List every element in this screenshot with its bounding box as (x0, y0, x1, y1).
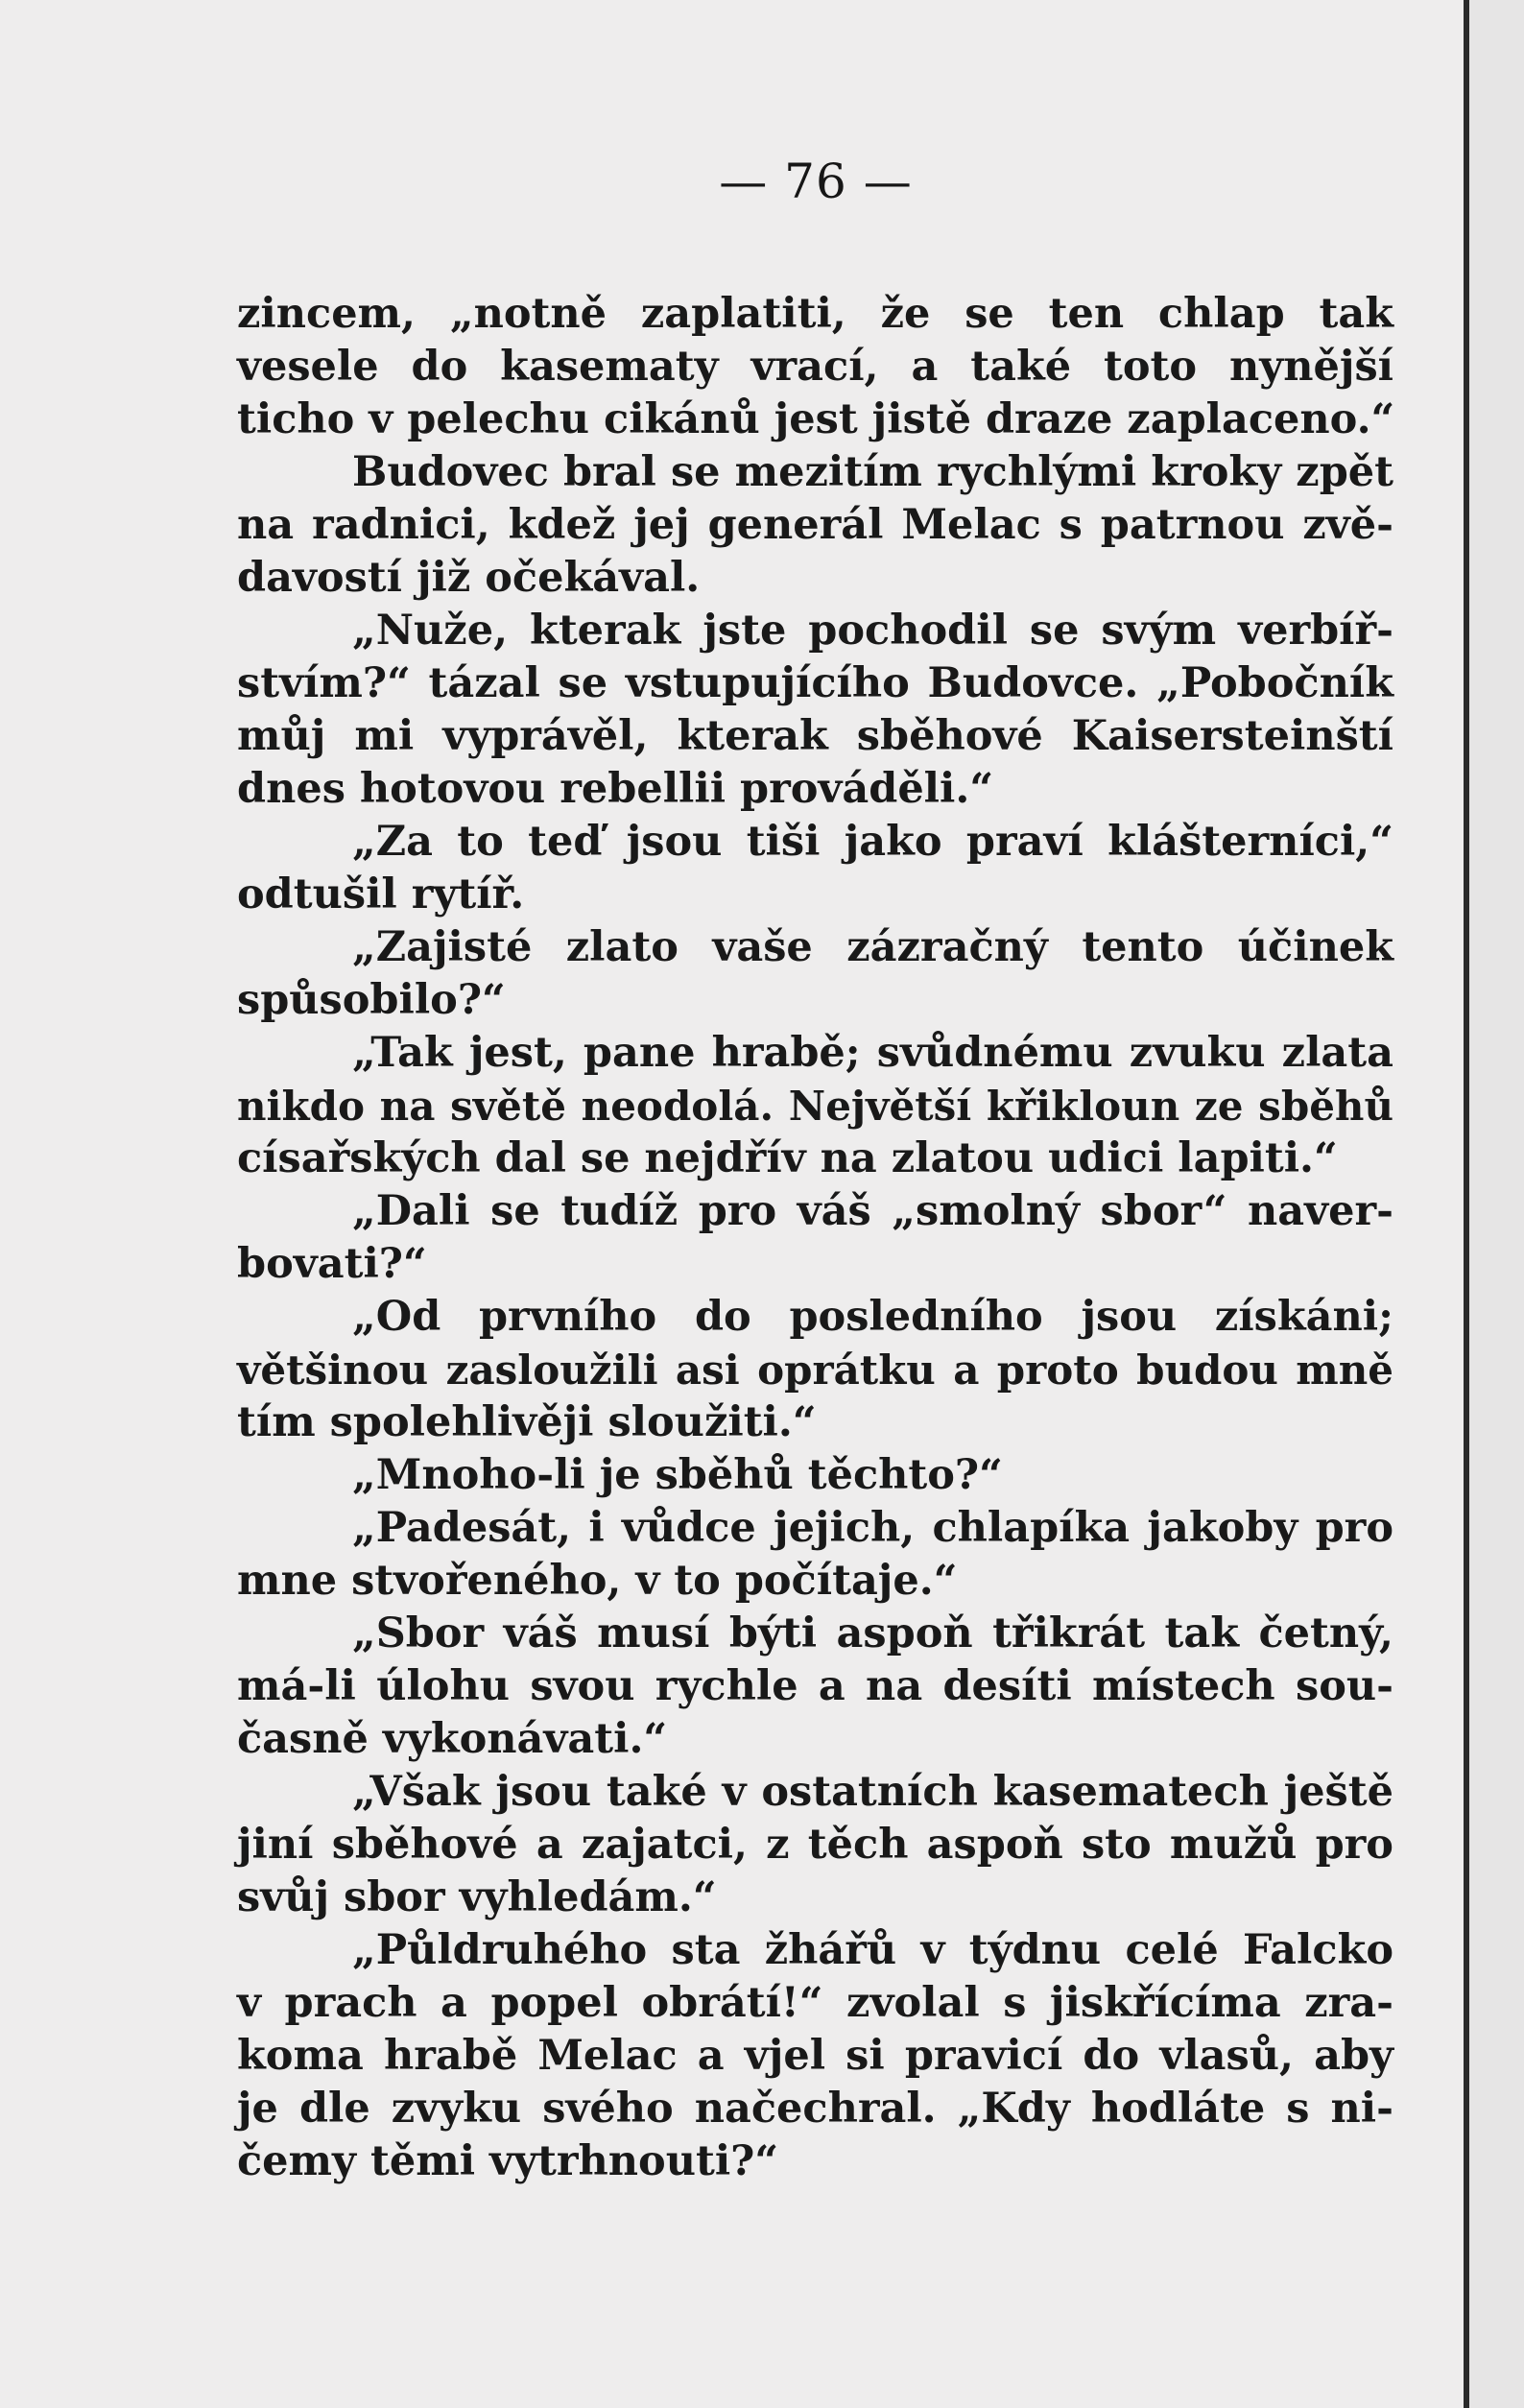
body-text (237, 288, 1393, 2188)
page-number: — 76 — (719, 154, 913, 209)
text-line: můj mi vyprávěl, kterak sběhové Kaisersteinští (237, 712, 1393, 760)
text-line: dnes hotovou rebellii prováděli.“ (237, 765, 994, 813)
text-line: zincem, „notně zaplatiti, že se ten chlap tak (237, 290, 1393, 338)
text-line: v prach a popel obrátí!“ zvolal s jiskřícíma zra- (237, 1979, 1393, 2027)
text-line: „Půldruhého sta žhářů v týdnu celé Falcko (352, 1926, 1393, 1974)
text-line: davostí již očekával. (237, 554, 701, 602)
text-line: „Zajisté zlato vaše zázračný tento účinek (352, 923, 1393, 971)
text-line: „Mnoho-li je sběhů těchto?“ (352, 1451, 1003, 1499)
text-line: Budovec bral se mezitím rychlými kroky zpět (352, 448, 1393, 496)
text-line: odtušil rytíř. (237, 870, 525, 918)
text-line: „Sbor váš musí býti aspoň třikrát tak četný, (352, 1609, 1393, 1657)
text-line: „Padesát, i vůdce jejich, chlapíka jakoby pro (352, 1504, 1393, 1552)
text-line: císařských dal se nejdřív na zlatou udici lapiti.“ (237, 1134, 1338, 1182)
text-line: mne stvořeného, v to počítaje.“ (237, 1557, 958, 1605)
text-line: má-li úlohu svou rychle a na desíti místech sou- (237, 1662, 1393, 1710)
text-line: „Nuže, kterak jste pochodil se svým verbíř- (352, 607, 1393, 655)
page-edge (1464, 0, 1524, 2408)
text-line: „Od prvního do posledního jsou získáni; (352, 1293, 1393, 1341)
text-line: tím spolehlivěji sloužiti.“ (237, 1398, 817, 1446)
text-line: svůj sbor vyhledám.“ (237, 1873, 717, 1921)
text-line: čemy těmi vytrhnouti?“ (237, 2137, 779, 2185)
text-line: nikdo na světě neodolá. Největší křikloun ze sběhů (237, 1083, 1393, 1130)
text-line: jiní sběhové a zajatci, z těch aspoň sto mužů pro (237, 1821, 1393, 1869)
text-line: je dle zvyku svého načechral. „Kdy hodláte s ni- (237, 2085, 1393, 2133)
text-line: „Za to teď jsou tiši jako praví klášterníci,“ (352, 818, 1393, 866)
text-line: stvím?“ tázal se vstupujícího Budovce. „Pobočník (237, 659, 1393, 707)
text-line: vesele do kasematy vrací, a také toto nynější (237, 343, 1393, 391)
text-line: na radnici, kdež jej generál Melac s patrnou zvě- (237, 501, 1393, 549)
text-line: spůsobilo?“ (237, 976, 506, 1024)
text-line: „Tak jest, pane hrabě; svůdnému zvuku zlata (352, 1029, 1393, 1077)
text-line: koma hrabě Melac a vjel si pravicí do vlasů, aby (237, 2032, 1393, 2080)
text-line: ticho v pelechu cikánů jest jistě draze zaplaceno.“ (237, 395, 1395, 443)
text-line: většinou zasloužili asi oprátku a proto budou mně (237, 1347, 1393, 1394)
text-line: „Však jsou také v ostatních kasematech ještě (352, 1768, 1393, 1816)
text-line: bovati?“ (237, 1240, 427, 1288)
text-line: časně vykonávati.“ (237, 1715, 668, 1763)
text-line: „Dali se tudíž pro váš „smolný sbor“ naver- (352, 1187, 1393, 1235)
